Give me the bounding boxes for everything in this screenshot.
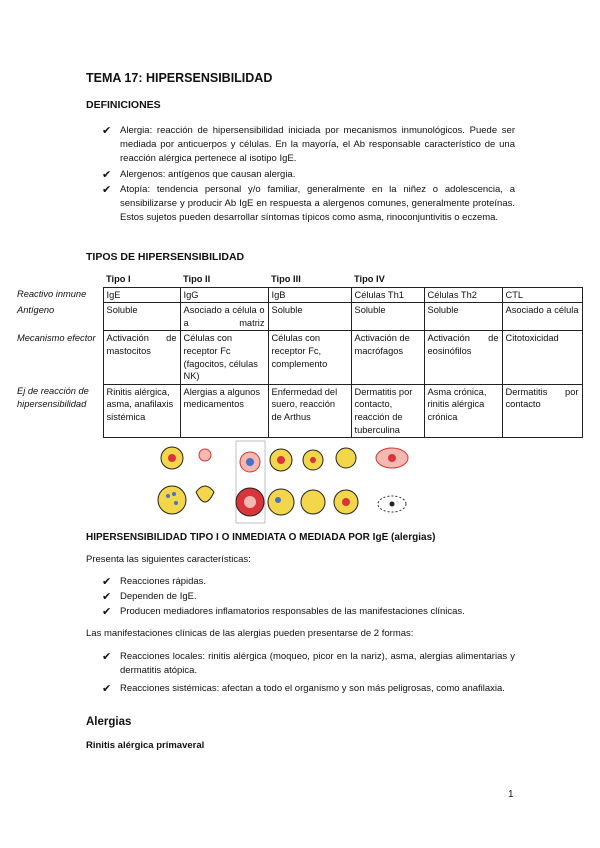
alergias-heading: Alergias xyxy=(86,716,132,728)
table-cell: IgB xyxy=(268,287,351,303)
list-item xyxy=(100,605,515,619)
list-item xyxy=(100,183,515,226)
list-item-text: Reacciones sistémicas: afectan a todo el organismo y son más peligrosas, como anafilaxia. xyxy=(120,683,505,695)
table-cell: Asociado a célula o a matriz xyxy=(180,303,268,331)
table-cell: Células Th1 xyxy=(351,287,424,303)
rinitis-subheading: Rinitis alérgica primaveral xyxy=(86,740,205,751)
check-icon: ✔ xyxy=(102,651,112,663)
table-row xyxy=(17,303,582,331)
tipo1-heading: HIPERSENSIBILIDAD TIPO I O INMEDIATA O MEDIADA POR IgE (alergias) xyxy=(86,532,436,543)
check-icon: ✔ xyxy=(102,591,112,604)
table-cell: Soluble xyxy=(268,303,351,331)
list-item-text: Dependen de IgE. xyxy=(120,591,197,603)
list-item xyxy=(100,575,515,589)
row-label: Reactivo inmune xyxy=(17,289,87,300)
page-number: 1 xyxy=(508,789,514,800)
tipos-heading: TIPOS DE HIPERSENSIBILIDAD xyxy=(86,251,245,263)
tipo1-intro: Presenta las siguientes características: xyxy=(86,554,251,565)
table-cell: Asociado a célula xyxy=(502,303,582,331)
table-cell: Enfermedad del suero, reacción de Arthus xyxy=(268,384,351,437)
hypersensitivity-table xyxy=(17,272,583,438)
page-title: TEMA 17: HIPERSENSIBILIDAD xyxy=(86,71,273,85)
table-cell: Citotoxicidad xyxy=(502,331,582,384)
table-cell: Activación de macrófagos xyxy=(351,331,424,384)
illustration-type-3 xyxy=(268,449,294,515)
table-cell: Rinitis alérgica, asma, anafilaxis sistémica xyxy=(103,384,180,437)
illustration-type-4 xyxy=(301,448,408,514)
table-cell: Soluble xyxy=(103,303,180,331)
check-icon: ✔ xyxy=(102,576,112,588)
table-cell: Asma crónica, rinitis alérgica crónica xyxy=(424,384,502,437)
list-item xyxy=(100,650,515,678)
col-tipo-3: Tipo III xyxy=(271,274,301,284)
list-item xyxy=(100,168,515,182)
table-cell: Activación de mastocitos xyxy=(103,331,180,384)
row-label: Antígeno xyxy=(17,304,55,315)
check-icon: ✔ xyxy=(102,183,112,196)
table-row xyxy=(17,331,582,384)
hypersensitivity-illustrations xyxy=(150,440,417,525)
list-item-text: Reacciones locales: rinitis alérgica (moqueo, picor en la nariz), asma, alergias alimentarias y dermatitis atópica. xyxy=(120,651,515,677)
table-cell: Soluble xyxy=(351,303,424,331)
table-cell: Soluble xyxy=(424,303,502,331)
check-icon: ✔ xyxy=(102,683,112,696)
table-cell: CTL xyxy=(502,287,582,303)
definicion-alergenos: Alergenos: antígenos que causan alergia. xyxy=(120,168,296,180)
table-row xyxy=(17,287,582,303)
tipo1-list xyxy=(100,575,515,621)
definiciones-heading: DEFINICIONES xyxy=(86,99,161,111)
check-icon: ✔ xyxy=(102,606,112,619)
table-cell: Alergias a algunos medicamentos xyxy=(180,384,268,437)
definiciones-list xyxy=(100,124,515,226)
check-icon: ✔ xyxy=(102,125,112,137)
illustration-type-2 xyxy=(236,441,265,523)
list-item-text: Producen mediadores inflamatorios responsables de las manifestaciones clínicas. xyxy=(120,606,465,618)
col-tipo-4: Tipo IV xyxy=(354,274,385,284)
table-cell: Dermatitis por contacto xyxy=(502,384,582,437)
table-row xyxy=(17,384,582,437)
table-cell: IgG xyxy=(180,287,268,303)
col-tipo-1: Tipo I xyxy=(106,274,131,284)
definicion-alergia: Alergia: reacción de hipersensibilidad iniciada por mecanismos inmunológicos. Puede ser mediada por anticuerpos y células. En la mayoría, el Ab responsable característico de una reacción alérgica pertenece al isotipo IgE. xyxy=(120,125,515,165)
check-icon: ✔ xyxy=(102,168,112,181)
list-item xyxy=(100,682,515,696)
table-cell: Células con receptor Fc (fagocitos, células NK) xyxy=(180,331,268,384)
table-cell: Células Th2 xyxy=(424,287,502,303)
table-header-row xyxy=(17,272,582,287)
list-item-text: Reacciones rápidas. xyxy=(120,576,207,587)
table-cell: Células con receptor Fc, complemento xyxy=(268,331,351,384)
row-label: Ej de reacción de hipersensibilidad xyxy=(17,386,89,409)
table-cell: IgE xyxy=(103,287,180,303)
tipo1-intro2: Las manifestaciones clínicas de las alergias pueden presentarse de 2 formas: xyxy=(86,628,414,639)
table-cell: Activación de eosinófilos xyxy=(424,331,502,384)
tipo1-list2 xyxy=(100,650,515,698)
list-item xyxy=(100,590,515,604)
col-tipo-2: Tipo II xyxy=(183,274,211,284)
table-cell: Dermatitis por contacto, reacción de tuberculina xyxy=(351,384,424,437)
definicion-atopia: Atopía: tendencia personal y/o familiar, generalmente en la niñez o adolescencia, a sensibilizarse y producir Ab IgE en respuesta a alergenos comunes, generalmente proteínas. Estos sujetos pueden desarrollar síntomas típicos como asma, rinoconjuntivitis o eczema. xyxy=(120,183,515,224)
row-label: Mecanismo efector xyxy=(17,332,96,343)
illustration-type-1 xyxy=(158,447,214,514)
list-item xyxy=(100,124,515,167)
